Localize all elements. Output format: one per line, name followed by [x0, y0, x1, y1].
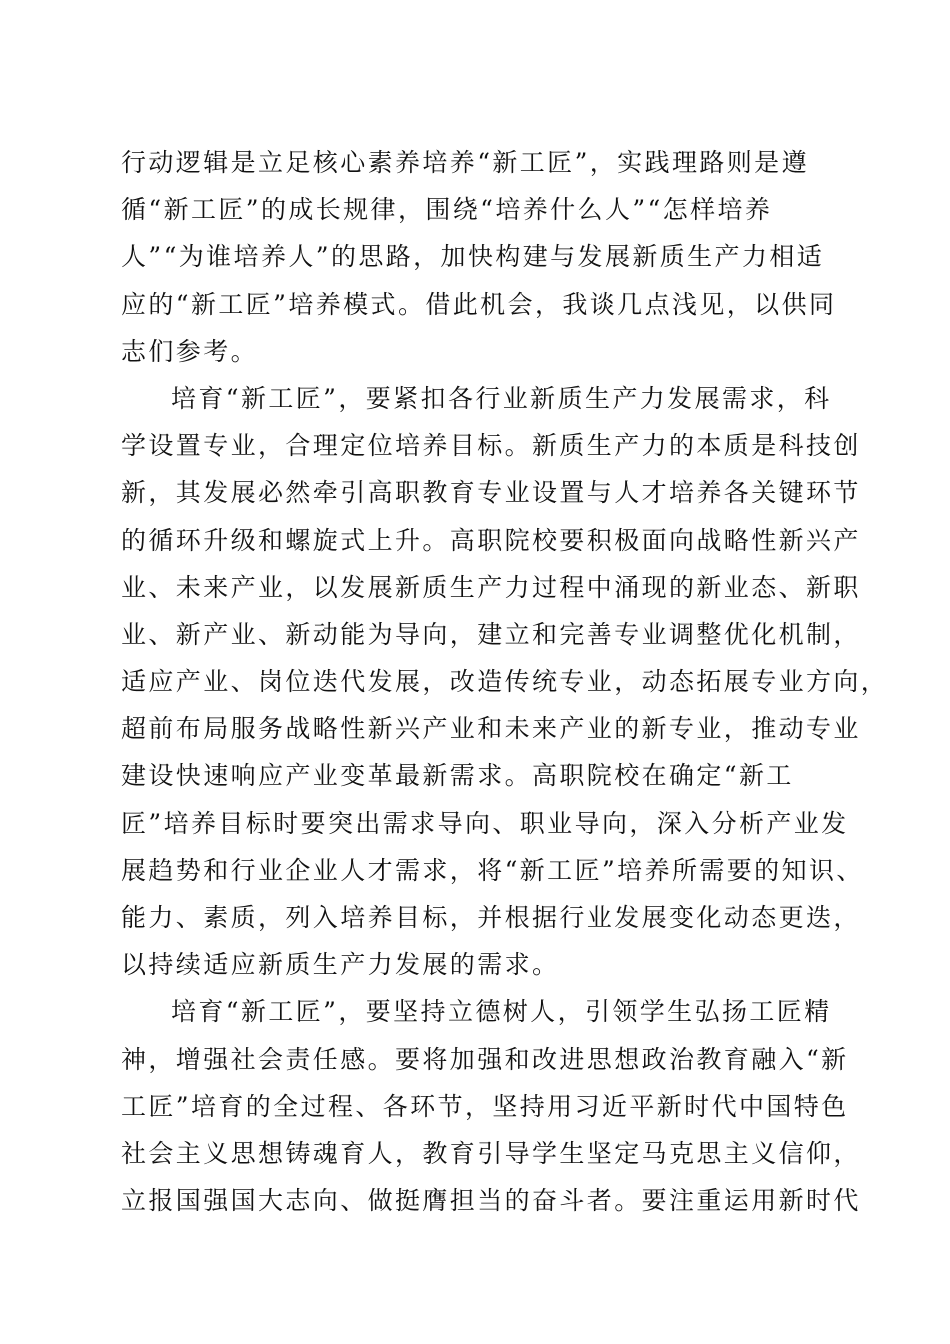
paragraph-line: 匠”培养目标时要突出需求导向、职业导向，深入分析产业发	[121, 808, 849, 838]
paragraph-line: 展趋势和行业企业人才需求，将“新工匠”培养所需要的知识、	[121, 855, 864, 885]
paragraph-line: 行动逻辑是立足核心素养培养“新工匠”，实践理路则是遵	[121, 148, 809, 177]
paragraph-line: 建设快速响应产业变革最新需求。高职院校在确定“新工	[121, 761, 794, 791]
paragraph-line: 的循环升级和螺旋式上升。高职院校要积极面向战略性新兴产	[121, 525, 861, 555]
paragraph-line: 新，其发展必然牵引高职教育专业设置与人才培养各关键环节	[121, 478, 861, 508]
paragraph-line: 人”“为谁培养人”的思路，加快构建与发展新质生产力相适	[121, 242, 825, 272]
paragraph-line: 学设置专业，合理定位培养目标。新质生产力的本质是科技创	[121, 431, 861, 461]
paragraph-first-line: 培育“新工匠”，要紧扣各行业新质生产力发展需求，科	[171, 383, 832, 413]
paragraph-line: 志们参考。	[121, 336, 259, 366]
paragraph-line: 适应产业、岗位迭代发展，改造传统专业，动态拓展专业方向，	[121, 667, 889, 697]
document-body	[121, 139, 889, 1224]
paragraph-line: 超前布局服务战略性新兴产业和未来产业的新专业，推动专业	[121, 714, 861, 744]
paragraph-first-line: 培育“新工匠”，要坚持立德树人，引领学生弘扬工匠精	[171, 997, 832, 1027]
paragraph-line: 工匠”培育的全过程、各环节，坚持用习近平新时代中国特色	[121, 1091, 849, 1121]
paragraph-line: 能力、素质，列入培养目标，并根据行业发展变化动态更迭，	[121, 903, 861, 932]
paragraph-2	[121, 375, 889, 988]
paragraph-3	[121, 988, 861, 1224]
paragraph-line: 立报国强国大志向、做挺膺担当的奋斗者。要注重运用新时代	[121, 1186, 861, 1216]
paragraph-line: 应的“新工匠”培养模式。借此机会，我谈几点浅见，以供同	[121, 289, 837, 319]
paragraph-line: 以持续适应新质生产力发展的需求。	[121, 950, 560, 980]
paragraph-line: 神，增强社会责任感。要将加强和改进思想政治教育融入“新	[121, 1044, 849, 1074]
paragraph-line: 业、未来产业，以发展新质生产力过程中涌现的新业态、新职	[121, 572, 861, 602]
paragraph-line: 社会主义思想铸魂育人，教育引导学生坚定马克思主义信仰，	[121, 1138, 861, 1168]
paragraph-1	[121, 139, 841, 375]
paragraph-line: 循“新工匠”的成长规律，围绕“培养什么人”“怎样培养	[121, 195, 773, 225]
paragraph-line: 业、新产业、新动能为导向，建立和完善专业调整优化机制，	[121, 619, 861, 649]
